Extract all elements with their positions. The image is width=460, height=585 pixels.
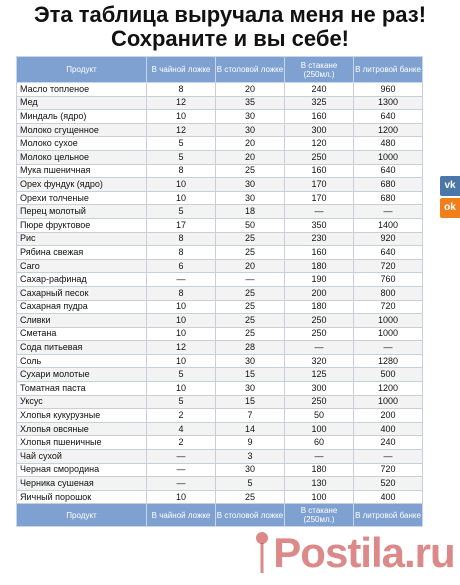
value-cell: 30	[216, 110, 285, 124]
value-cell: —	[216, 273, 285, 287]
footer-product: Продукт	[17, 504, 147, 527]
header-liter-jar: В литровой банке	[354, 57, 423, 83]
value-cell: 9	[216, 436, 285, 450]
value-cell: 6	[147, 259, 216, 273]
product-name-cell: Сливки	[17, 314, 147, 328]
table-row	[17, 232, 423, 246]
table-row	[17, 259, 423, 273]
value-cell: 15	[216, 368, 285, 382]
product-name-cell: Масло топленое	[17, 83, 147, 97]
value-cell: 25	[216, 246, 285, 260]
value-cell: 10	[147, 327, 216, 341]
value-cell: 5	[216, 477, 285, 491]
value-cell: 640	[354, 164, 423, 178]
value-cell: 720	[354, 463, 423, 477]
value-cell: 500	[354, 368, 423, 382]
value-cell: 320	[285, 354, 354, 368]
value-cell: 250	[285, 395, 354, 409]
value-cell: 25	[216, 286, 285, 300]
value-cell: 160	[285, 246, 354, 260]
product-name-cell: Яичный порошок	[17, 490, 147, 504]
value-cell: 100	[285, 490, 354, 504]
table-row	[17, 314, 423, 328]
value-cell: 720	[354, 259, 423, 273]
table-row	[17, 477, 423, 491]
watermark-text: Postila.ru	[273, 528, 455, 576]
value-cell: 8	[147, 286, 216, 300]
value-cell: 190	[285, 273, 354, 287]
table-row	[17, 273, 423, 287]
value-cell: 30	[216, 178, 285, 192]
product-name-cell: Молоко сгущенное	[17, 123, 147, 137]
table-row	[17, 205, 423, 219]
value-cell: —	[147, 477, 216, 491]
value-cell: 8	[147, 83, 216, 97]
product-name-cell: Рябина свежая	[17, 246, 147, 260]
product-name-cell: Сахарный песок	[17, 286, 147, 300]
heading-line-2: Сохраните и вы себе!	[110, 26, 349, 51]
product-name-cell: Соль	[17, 354, 147, 368]
value-cell: 120	[285, 137, 354, 151]
table-row	[17, 368, 423, 382]
value-cell: 400	[354, 422, 423, 436]
table-row	[17, 422, 423, 436]
value-cell: 7	[216, 409, 285, 423]
value-cell: —	[285, 450, 354, 464]
header-product: Продукт	[17, 57, 147, 83]
value-cell: 1400	[354, 218, 423, 232]
table-row	[17, 178, 423, 192]
value-cell: —	[285, 205, 354, 219]
value-cell: 200	[285, 286, 354, 300]
value-cell: 30	[216, 123, 285, 137]
value-cell: 720	[354, 300, 423, 314]
value-cell: 400	[354, 490, 423, 504]
value-cell: 12	[147, 341, 216, 355]
product-name-cell: Уксус	[17, 395, 147, 409]
header-glass: В стакане (250мл.)	[285, 57, 354, 83]
value-cell: 1200	[354, 123, 423, 137]
table-row	[17, 96, 423, 110]
value-cell: 4	[147, 422, 216, 436]
value-cell: 760	[354, 273, 423, 287]
value-cell: 14	[216, 422, 285, 436]
value-cell: 8	[147, 246, 216, 260]
value-cell: 240	[354, 436, 423, 450]
product-name-cell: Рис	[17, 232, 147, 246]
value-cell: —	[354, 205, 423, 219]
footer-teaspoon: В чайной ложке	[147, 504, 216, 527]
table-row	[17, 341, 423, 355]
footer-liter-jar: В литровой банке	[354, 504, 423, 527]
value-cell: —	[354, 450, 423, 464]
value-cell: 10	[147, 178, 216, 192]
value-cell: 25	[216, 490, 285, 504]
value-cell: —	[147, 463, 216, 477]
value-cell: 250	[285, 314, 354, 328]
value-cell: 20	[216, 83, 285, 97]
pin-icon	[255, 531, 269, 575]
value-cell: 200	[354, 409, 423, 423]
product-measure-table	[16, 56, 423, 527]
value-cell: 25	[216, 164, 285, 178]
value-cell: 250	[285, 150, 354, 164]
vk-icon[interactable]: vk	[440, 176, 460, 196]
product-name-cell: Орех фундук (ядро)	[17, 178, 147, 192]
value-cell: 5	[147, 205, 216, 219]
value-cell: 250	[285, 327, 354, 341]
watermark	[250, 520, 460, 585]
value-cell: 35	[216, 96, 285, 110]
value-cell: 170	[285, 191, 354, 205]
value-cell: 10	[147, 191, 216, 205]
value-cell: 5	[147, 137, 216, 151]
value-cell: 5	[147, 150, 216, 164]
value-cell: 10	[147, 382, 216, 396]
value-cell: 20	[216, 259, 285, 273]
value-cell: 5	[147, 395, 216, 409]
table-row	[17, 354, 423, 368]
value-cell: 60	[285, 436, 354, 450]
value-cell: 5	[147, 368, 216, 382]
value-cell: 25	[216, 232, 285, 246]
table-row	[17, 137, 423, 151]
value-cell: 180	[285, 259, 354, 273]
value-cell: 920	[354, 232, 423, 246]
table-row	[17, 490, 423, 504]
value-cell: 160	[285, 110, 354, 124]
product-name-cell: Хлопья пшеничные	[17, 436, 147, 450]
product-name-cell: Орехи толченые	[17, 191, 147, 205]
heading	[0, 0, 460, 56]
table-row	[17, 436, 423, 450]
value-cell: 180	[285, 463, 354, 477]
value-cell: 15	[216, 395, 285, 409]
value-cell: 25	[216, 300, 285, 314]
value-cell: 160	[285, 164, 354, 178]
product-name-cell: Хлопья кукурузные	[17, 409, 147, 423]
value-cell: 28	[216, 341, 285, 355]
value-cell: 20	[216, 150, 285, 164]
value-cell: 30	[216, 382, 285, 396]
product-name-cell: Мед	[17, 96, 147, 110]
value-cell: 240	[285, 83, 354, 97]
table-row	[17, 218, 423, 232]
product-name-cell: Сухари молотые	[17, 368, 147, 382]
value-cell: 2	[147, 436, 216, 450]
table-row	[17, 395, 423, 409]
value-cell: 180	[285, 300, 354, 314]
footer-glass: В стакане (250мл.)	[285, 504, 354, 527]
value-cell: 125	[285, 368, 354, 382]
value-cell: 230	[285, 232, 354, 246]
value-cell: 30	[216, 354, 285, 368]
heading-line-1: Эта таблица выручала меня не раз!	[33, 2, 427, 27]
table-row	[17, 450, 423, 464]
product-name-cell: Миндаль (ядро)	[17, 110, 147, 124]
value-cell: 30	[216, 191, 285, 205]
value-cell: 300	[285, 382, 354, 396]
value-cell: 1000	[354, 327, 423, 341]
value-cell: —	[285, 341, 354, 355]
value-cell: 1280	[354, 354, 423, 368]
value-cell: 1200	[354, 382, 423, 396]
product-name-cell: Сахар-рафинад	[17, 273, 147, 287]
product-name-cell: Пюре фруктовое	[17, 218, 147, 232]
value-cell: 680	[354, 178, 423, 192]
product-name-cell: Молоко цельное	[17, 150, 147, 164]
value-cell: 680	[354, 191, 423, 205]
value-cell: 10	[147, 354, 216, 368]
value-cell: 18	[216, 205, 285, 219]
table-row	[17, 286, 423, 300]
value-cell: 10	[147, 314, 216, 328]
product-name-cell: Мука пшеничная	[17, 164, 147, 178]
value-cell: 8	[147, 164, 216, 178]
value-cell: 800	[354, 286, 423, 300]
value-cell: 170	[285, 178, 354, 192]
product-name-cell: Сахарная пудра	[17, 300, 147, 314]
value-cell: 640	[354, 110, 423, 124]
product-name-cell: Молоко сухое	[17, 137, 147, 151]
value-cell: 2	[147, 409, 216, 423]
value-cell: 17	[147, 218, 216, 232]
share-sidebar	[440, 176, 460, 220]
product-name-cell: Черная смородина	[17, 463, 147, 477]
value-cell: 325	[285, 96, 354, 110]
value-cell: 3	[216, 450, 285, 464]
table-row	[17, 191, 423, 205]
value-cell: 1000	[354, 150, 423, 164]
header-teaspoon: В чайной ложке	[147, 57, 216, 83]
value-cell: 130	[285, 477, 354, 491]
value-cell: —	[354, 341, 423, 355]
product-name-cell: Чай сухой	[17, 450, 147, 464]
product-name-cell: Хлопья овсяные	[17, 422, 147, 436]
value-cell: 25	[216, 327, 285, 341]
value-cell: 25	[216, 314, 285, 328]
value-cell: 480	[354, 137, 423, 151]
value-cell: 10	[147, 490, 216, 504]
value-cell: 100	[285, 422, 354, 436]
value-cell: 50	[285, 409, 354, 423]
product-name-cell: Черника сушеная	[17, 477, 147, 491]
value-cell: 1000	[354, 395, 423, 409]
value-cell: 10	[147, 300, 216, 314]
value-cell: 960	[354, 83, 423, 97]
table-row	[17, 463, 423, 477]
value-cell: —	[147, 273, 216, 287]
table-row	[17, 110, 423, 124]
value-cell: 300	[285, 123, 354, 137]
value-cell: 350	[285, 218, 354, 232]
table-row	[17, 83, 423, 97]
table-row	[17, 164, 423, 178]
product-name-cell: Сметана	[17, 327, 147, 341]
value-cell: —	[147, 450, 216, 464]
value-cell: 12	[147, 96, 216, 110]
table-header	[17, 57, 423, 83]
table-row	[17, 409, 423, 423]
value-cell: 640	[354, 246, 423, 260]
value-cell: 30	[216, 463, 285, 477]
table-row	[17, 300, 423, 314]
table-row	[17, 246, 423, 260]
ok-icon[interactable]: ok	[440, 198, 460, 218]
table-row	[17, 150, 423, 164]
table-row	[17, 123, 423, 137]
value-cell: 12	[147, 123, 216, 137]
value-cell: 520	[354, 477, 423, 491]
footer-tablespoon: В столовой ложке	[216, 504, 285, 527]
product-name-cell: Сода питьевая	[17, 341, 147, 355]
product-name-cell: Саго	[17, 259, 147, 273]
value-cell: 10	[147, 110, 216, 124]
table-row	[17, 327, 423, 341]
value-cell: 1000	[354, 314, 423, 328]
value-cell: 1300	[354, 96, 423, 110]
table-body	[17, 83, 423, 504]
product-name-cell: Перец молотый	[17, 205, 147, 219]
value-cell: 50	[216, 218, 285, 232]
header-tablespoon: В столовой ложке	[216, 57, 285, 83]
product-name-cell: Томатная паста	[17, 382, 147, 396]
table-row	[17, 382, 423, 396]
value-cell: 20	[216, 137, 285, 151]
value-cell: 8	[147, 232, 216, 246]
